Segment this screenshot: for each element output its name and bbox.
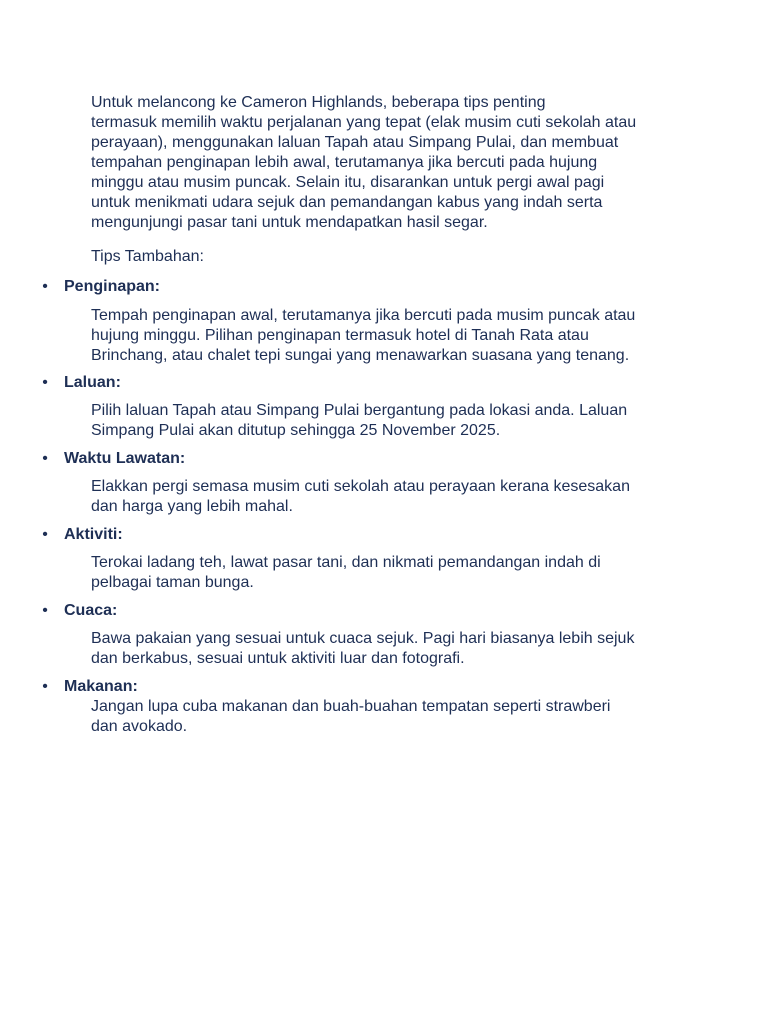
tip-item-penginapan	[0, 277, 768, 373]
tip-body	[91, 401, 691, 441]
tip-body	[91, 553, 691, 593]
bullet-icon: •	[42, 526, 48, 543]
intro-line: mengunjungi pasar tani untuk mendapatkan hasil segar.	[91, 214, 488, 231]
tip-title: Waktu Lawatan:	[64, 450, 186, 467]
tip-title: Aktiviti:	[64, 526, 123, 543]
tip-body-line: Pilih laluan Tapah atau Simpang Pulai bergantung pada lokasi anda. Laluan	[91, 402, 628, 419]
tips-heading: Tips Tambahan:	[91, 248, 204, 265]
tip-body-line: hujung minggu. Pilihan penginapan termasuk hotel di Tanah Rata atau	[91, 327, 589, 344]
tip-body	[91, 697, 691, 737]
tip-body-line: Terokai ladang teh, lawat pasar tani, dan nikmati pemandangan indah di	[91, 554, 601, 571]
tip-body-line: Elakkan pergi semasa musim cuti sekolah atau perayaan kerana kesesakan	[91, 478, 630, 495]
intro-line: minggu atau musim puncak. Selain itu, disarankan untuk pergi awal pagi	[91, 174, 605, 191]
tip-body	[91, 306, 691, 366]
tip-title: Penginapan:	[64, 278, 161, 295]
tip-title: Makanan:	[64, 678, 138, 695]
intro-line: perayaan), menggunakan laluan Tapah atau Simpang Pulai, dan membuat	[91, 134, 619, 151]
intro-paragraph	[91, 93, 681, 233]
tip-body-line: dan harga yang lebih mahal.	[91, 498, 293, 515]
bullet-icon: •	[42, 450, 48, 467]
tip-title: Cuaca:	[64, 602, 118, 619]
tip-body	[91, 629, 691, 669]
intro-line: tempahan penginapan lebih awal, terutamanya jika bercuti pada hujung	[91, 154, 598, 171]
tip-body-line: pelbagai taman bunga.	[91, 574, 254, 591]
bullet-icon: •	[42, 278, 48, 295]
tip-item-cuaca	[0, 601, 768, 677]
tips-list	[0, 277, 768, 737]
tip-body-line: Brinchang, atau chalet tepi sungai yang menawarkan suasana yang tenang.	[91, 347, 630, 364]
tip-body-line: dan avokado.	[91, 718, 188, 735]
tip-body	[91, 477, 691, 517]
tip-title: Laluan:	[64, 374, 121, 391]
tip-item-laluan	[0, 373, 768, 449]
tip-item-waktu-lawatan	[0, 449, 768, 525]
intro-line: Untuk melancong ke Cameron Highlands, beberapa tips penting	[91, 94, 546, 111]
tip-body-line: Jangan lupa cuba makanan dan buah-buahan tempatan seperti strawberi	[91, 698, 611, 715]
bullet-icon: •	[42, 678, 48, 695]
tip-body-line: Tempah penginapan awal, terutamanya jika bercuti pada musim puncak atau	[91, 307, 636, 324]
bullet-icon: •	[42, 602, 48, 619]
tip-body-line: Simpang Pulai akan ditutup sehingga 25 November 2025.	[91, 422, 501, 439]
tip-item-aktiviti	[0, 525, 768, 601]
tip-body-line: Bawa pakaian yang sesuai untuk cuaca sejuk. Pagi hari biasanya lebih sejuk	[91, 630, 635, 647]
tip-body-line: dan berkabus, sesuai untuk aktiviti luar dan fotografi.	[91, 650, 465, 667]
tip-item-makanan	[0, 677, 768, 737]
intro-line: termasuk memilih waktu perjalanan yang tepat (elak musim cuti sekolah atau	[91, 114, 637, 131]
intro-line: untuk menikmati udara sejuk dan pemandangan kabus yang indah serta	[91, 194, 603, 211]
bullet-icon: •	[42, 374, 48, 391]
